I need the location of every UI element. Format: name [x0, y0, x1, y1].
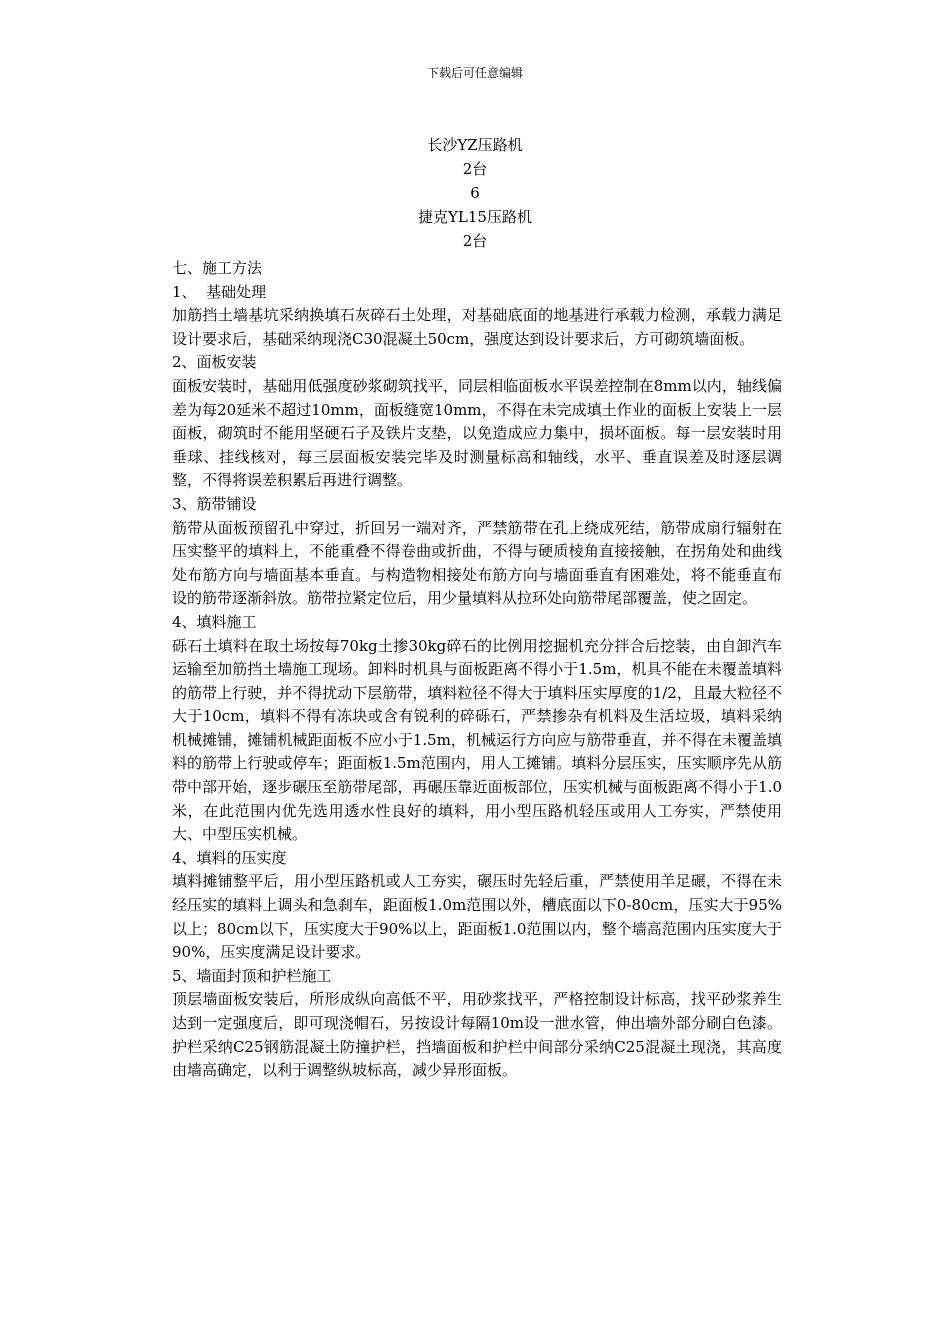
section-heading: 1、 基础处理 [172, 282, 267, 301]
equipment-list [0, 133, 950, 253]
page-header: 下载后可任意编辑 [426, 66, 523, 80]
section-heading: 七、施工方法 [172, 259, 263, 277]
section-paragraph: 顶层墙面板安装后，所形成纵向高低不平，用砂浆找平，严格控制设计标高，找平砂浆养生达到一定强度后，即可现浇帽石，另按设计每隔10m设一泄水管，伸出墙外部分刷白色漆。护栏采纳C25钢筋混凝土防撞护栏，挡墙面板和护栏中间部分采纳C25混凝土现浇，其高度由墙高确定，以利于调整纵坡标高，减少异形面板。 [172, 990, 782, 1080]
section-paragraph: 筋带从面板预留孔中穿过，折回另一端对齐，严禁筋带在孔上绕成死结，筋带成扇行辐射在压实整平的填料上，不能重叠不得卷曲或折曲，不得与硬质棱角直接接触，在拐角处和曲线处布筋方向与墙面基本垂直。与构造物相接处布筋方向与墙面垂直有困难处，将不能垂直布设的筋带逐渐斜放。筋带拉紧定位后，用少量填料从拉环处向筋带尾部覆盖，使之固定。 [172, 518, 782, 608]
section-paragraph: 填料摊铺整平后，用小型压路机或人工夯实，碾压时先轻后重，严禁使用羊足碾，不得在未经压实的填料上调头和急刹车，距面板1.0m范围以外，槽底面以下0-80cm，压实大于95%以上；80cm以下，压实度大于90%以上，距面板1.0范围以内，整个墙高范围内压实度大于90%，压实度满足设计要求。 [172, 872, 782, 962]
equipment-line: 2台 [462, 232, 488, 250]
section-paragraph: 砾石土填料在取土场按每70kg土掺30kg碎石的比例用挖掘机充分拌合后挖装，由自卸汽车运输至加筋挡土墙施工现场。卸料时机具与面板距离不得小于1.5m，机具不能在未覆盖填料的筋带上行驶，并不得扰动下层筋带，填料粒径不得大于填料压实厚度的1/2，且最大粒径不大于10cm，填料不得有冻块或含有锐利的碎砾石，严禁掺杂有机料及生活垃圾，填料采纳机械摊铺，摊铺机械距面板不应小于1.5m，机械运行方向应与筋带垂直，并不得在未覆盖填料的筋带上行驶或停车；距面板1.5m范围内，用人工摊铺。填料分层压实，压实顺序先从筋带中部开始，逐步碾压至筋带尾部，再碾压靠近面板部位，压实机械与面板距离不得小于1.0米，在此范围内优先选用透水性良好的填料，用小型压路机轻压或用人工夯实，严禁使用大、中型压实机械。 [172, 636, 782, 844]
document-body [172, 257, 782, 1083]
section-heading: 4、填料的压实度 [172, 848, 287, 867]
section-paragraph: 加筋挡土墙基坑采纳换填石灰碎石土处理，对基础底面的地基进行承载力检测，承载力满足设计要求后，基础采纳现浇C30混凝土50cm，强度达到设计要求后，方可砌筑墙面板。 [172, 306, 782, 348]
equipment-line: 2台 [462, 160, 488, 178]
equipment-line: 6 [470, 184, 480, 202]
equipment-line: 长沙YZ压路机 [427, 136, 523, 154]
section-heading: 5、墙面封顶和护栏施工 [172, 966, 332, 985]
equipment-line: 捷克YL15压路机 [418, 208, 532, 226]
section-heading: 3、筋带铺设 [172, 494, 257, 513]
section-heading: 2、面板安装 [172, 353, 257, 372]
section-paragraph: 面板安装时，基础用低强度砂浆砌筑找平，同层相临面板水平误差控制在8mm以内，轴线偏差为每20延米不超过10mm，面板缝宽10mm，不得在未完成填土作业的面板上安装上一层面板，砌筑时不能用坚硬石子及铁片支垫，以免造成应力集中，损坏面板。每一层安装时用垂球、挂线核对，每三层面板安装完毕及时测量标高和轴线，水平、垂直误差及时逐层调整，不得将误差积累后再进行调整。 [172, 376, 782, 490]
section-heading: 4、填料施工 [172, 612, 257, 631]
